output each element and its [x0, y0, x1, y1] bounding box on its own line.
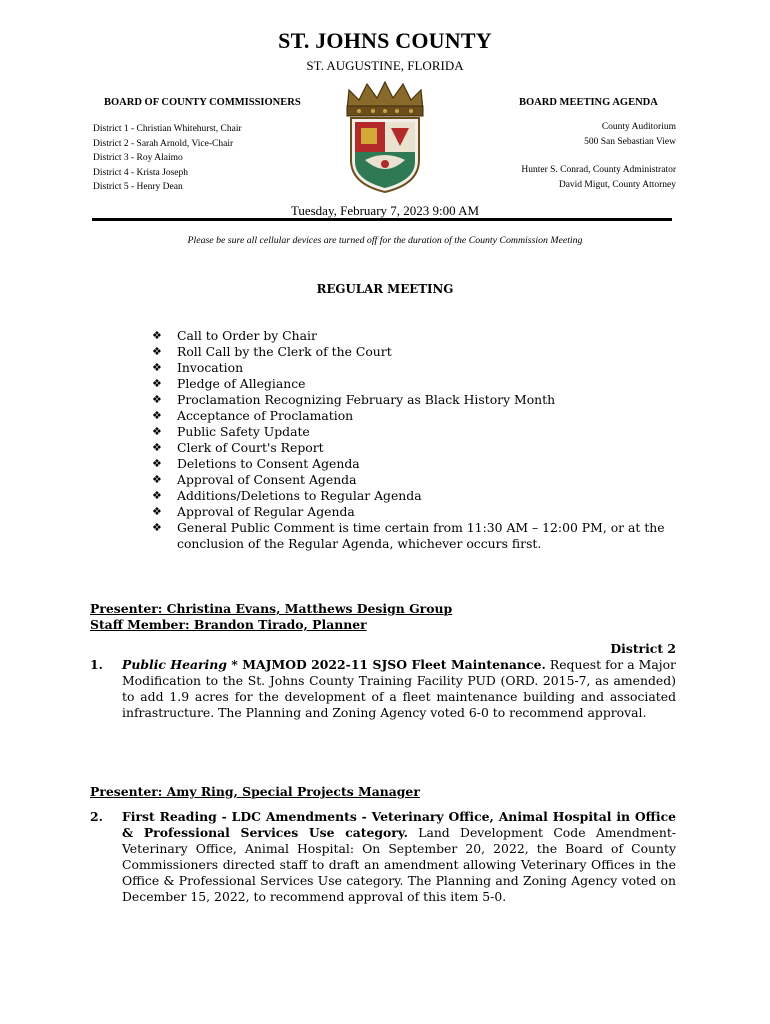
district-5: District 5 - Henry Dean — [93, 182, 183, 193]
diamond-bullet-icon: ❖ — [152, 473, 162, 486]
item1-type: Public Hearing — [122, 657, 227, 672]
diamond-bullet-icon: ❖ — [152, 425, 162, 438]
item1-description: Request for a Major Modification to the St. Johns County Training Facility PUD (ORD. 2015-7, as amended) to add 1.9 acres for the development of a fleet maintenance building and associated infrastructure. The Planning and Zoning Agency voted 6-0 to recommend approval. — [122, 657, 676, 720]
list-item: ❖ Public Safety Update — [152, 424, 310, 439]
item1-staff-member: Staff Member: Brandon Tirado, Planner — [90, 617, 367, 632]
item2-number: 2. — [90, 809, 103, 824]
header-divider — [92, 218, 672, 221]
venue-block — [584, 120, 676, 149]
item2-description: Land Development Code Amendment-Veterinary Office, Animal Hospital: On September 20, 2022, the Board of County Commissioners directed staff to draft an amendment allowing Veterinary Offices in the Office & Professional Services Use category. The Planning and Zoning Agency voted on December 15, 2022, to recommend approval of this item 5-0. — [122, 825, 676, 904]
list-item: ❖ Proclamation Recognizing February as Black History Month — [152, 392, 556, 407]
district-4: District 4 - Krista Joseph — [93, 167, 188, 178]
list-item: ❖ General Public Comment is time certain from 11:30 AM – 12:00 PM, or at the conclusion of the Regular Agenda, whichever occurs first. — [152, 520, 665, 551]
item2-body — [122, 809, 676, 905]
board-title: BOARD OF COUNTY COMMISSIONERS — [104, 97, 301, 108]
district-3: District 3 - Roy Alaimo — [93, 153, 183, 164]
list-item: ❖ Additions/Deletions to Regular Agenda — [152, 488, 422, 503]
diamond-bullet-icon: ❖ — [152, 361, 162, 374]
agenda-item-1 — [90, 657, 676, 721]
diamond-bullet-icon: ❖ — [152, 345, 162, 358]
diamond-bullet-icon: ❖ — [152, 505, 162, 518]
list-item: ❖ Approval of Regular Agenda — [152, 504, 355, 519]
list-item: ❖ Pledge of Allegiance — [152, 376, 306, 391]
diamond-bullet-icon: ❖ — [152, 393, 162, 406]
agenda-title: BOARD MEETING AGENDA — [519, 97, 658, 108]
section-title: REGULAR MEETING — [316, 282, 454, 296]
diamond-bullet-icon: ❖ — [152, 409, 162, 422]
officials-block — [521, 163, 676, 192]
list-item: ❖ Clerk of Court's Report — [152, 440, 324, 455]
city-subtitle: ST. AUGUSTINE, FLORIDA — [306, 58, 464, 73]
item1-title: * MAJMOD 2022-11 SJSO Fleet Maintenance. — [226, 657, 546, 672]
diamond-bullet-icon: ❖ — [152, 329, 162, 342]
meeting-date: Tuesday, February 7, 2023 9:00 AM — [290, 203, 480, 218]
item1-presenter: Presenter: Christina Evans, Matthews Design Group — [90, 601, 453, 616]
cellular-notice: Please be sure all cellular devices are turned off for the duration of the County Commission Meeting — [187, 235, 583, 246]
list-item: ❖ Acceptance of Proclamation — [152, 408, 354, 423]
district-list — [93, 122, 242, 195]
list-item: ❖ Deletions to Consent Agenda — [152, 456, 360, 471]
diamond-bullet-icon: ❖ — [152, 521, 162, 534]
county-title: ST. JOHNS COUNTY — [278, 28, 492, 53]
diamond-bullet-icon: ❖ — [152, 441, 162, 454]
agenda-list — [152, 328, 682, 552]
district-1: District 1 - Christian Whitehurst, Chair — [93, 124, 242, 134]
list-item: ❖ Invocation — [152, 360, 244, 375]
list-item: ❖ Roll Call by the Clerk of the Court — [152, 344, 392, 359]
list-item: ❖ Approval of Consent Agenda — [152, 472, 357, 487]
diamond-bullet-icon: ❖ — [152, 377, 162, 390]
agenda-item-2 — [90, 809, 676, 905]
diamond-bullet-icon: ❖ — [152, 457, 162, 470]
item1-district: District 2 — [610, 641, 676, 656]
county-attorney: David Migut, County Attorney — [558, 179, 676, 190]
diamond-bullet-icon: ❖ — [152, 489, 162, 502]
list-item: ❖ Call to Order by Chair — [152, 328, 317, 343]
venue-address: 500 San Sebastian View — [584, 136, 676, 147]
item1-body — [122, 657, 676, 721]
item2-presenter: Presenter: Amy Ring, Special Projects Manager — [90, 784, 420, 799]
county-seal-icon — [339, 80, 431, 195]
item2-title: First Reading - LDC Amendments - Veterinary Office, Animal Hospital in Office & Professional Services Use category. — [122, 809, 676, 840]
county-administrator: Hunter S. Conrad, County Administrator — [521, 165, 676, 175]
venue-name: County Auditorium — [601, 122, 676, 132]
district-2: District 2 - Sarah Arnold, Vice-Chair — [93, 138, 234, 149]
item1-number: 1. — [90, 657, 103, 672]
